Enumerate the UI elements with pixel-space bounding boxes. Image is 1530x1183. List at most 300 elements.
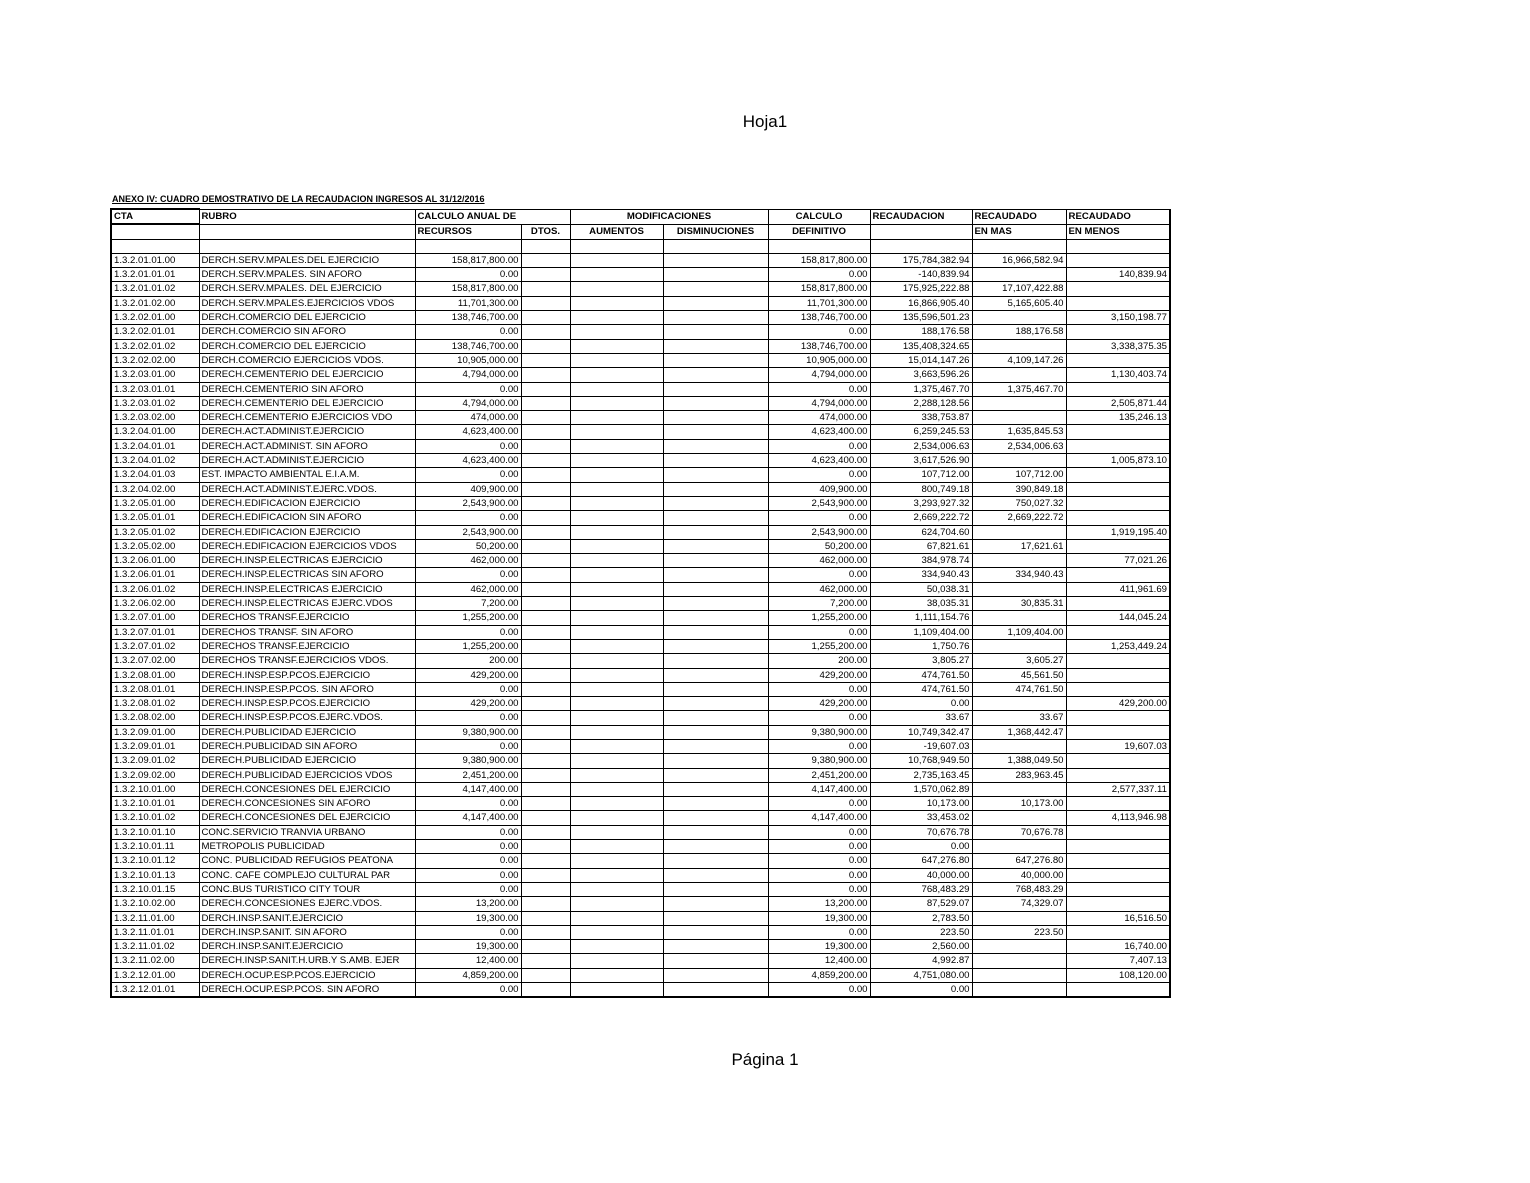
table-row (111, 868, 1170, 882)
header-row-2 (111, 224, 1170, 239)
cell-definitivo: 4,147,400.00 (768, 811, 870, 825)
cell-rubro: DERECHOS TRANSF.EJERCICIOS VDOS. (199, 654, 415, 668)
cell-dtos (521, 925, 570, 939)
cell-recaudacion: 50,038.31 (870, 582, 972, 596)
cell-dtos (521, 554, 570, 568)
cell-aumentos (570, 854, 663, 868)
cell-aumentos (570, 396, 663, 410)
cell-en-menos (1066, 597, 1170, 611)
cell-en-menos (1066, 253, 1170, 267)
cell-aumentos (570, 754, 663, 768)
cell-definitivo: 4,147,400.00 (768, 782, 870, 796)
cell-en-menos: 3,338,375.35 (1066, 339, 1170, 353)
cell-recaudacion: 223.50 (870, 925, 972, 939)
cell-en-mas (972, 983, 1066, 998)
cell-aumentos (570, 983, 663, 998)
cell-definitivo: 0.00 (768, 868, 870, 882)
cell-rubro: DERECH.INSP.ESP.PCOS.EJERCICIO (199, 697, 415, 711)
table-row (111, 925, 1170, 939)
cell-dtos (521, 897, 570, 911)
cell-disminuciones (663, 568, 768, 582)
cell-en-mas: 1,388,049.50 (972, 754, 1066, 768)
cell-aumentos (570, 439, 663, 453)
cell-cta: 1.3.2.03.01.00 (111, 368, 199, 382)
table-row (111, 825, 1170, 839)
table-row (111, 968, 1170, 982)
cell-aumentos (570, 697, 663, 711)
cell-en-mas (972, 611, 1066, 625)
cell-disminuciones (663, 911, 768, 925)
cell-en-mas (972, 697, 1066, 711)
cell-recaudacion: 10,768,949.50 (870, 754, 972, 768)
cell-en-mas: 1,109,404.00 (972, 625, 1066, 639)
cell-en-menos (1066, 625, 1170, 639)
table-row (111, 682, 1170, 696)
table-row (111, 282, 1170, 296)
cell-recursos: 9,380,900.00 (415, 725, 521, 739)
cell-en-mas: 223.50 (972, 925, 1066, 939)
cell-en-menos (1066, 296, 1170, 310)
cell-recursos: 0.00 (415, 382, 521, 396)
cell-cta: 1.3.2.05.01.02 (111, 525, 199, 539)
cell-recaudacion: 107,712.00 (870, 468, 972, 482)
table-row (111, 940, 1170, 954)
table-row (111, 711, 1170, 725)
table-row (111, 811, 1170, 825)
cell-definitivo: 4,794,000.00 (768, 396, 870, 410)
cell-recursos: 0.00 (415, 511, 521, 525)
cell-definitivo: 0.00 (768, 983, 870, 998)
cell-cta: 1.3.2.04.01.02 (111, 454, 199, 468)
cell-aumentos (570, 554, 663, 568)
cell-definitivo: 0.00 (768, 682, 870, 696)
cell-dtos (521, 539, 570, 553)
cell-rubro: DERECH.EDIFICACION SIN AFORO (199, 511, 415, 525)
cell-aumentos (570, 954, 663, 968)
cell-aumentos (570, 425, 663, 439)
cell-dtos (521, 954, 570, 968)
cell-cta: 1.3.2.11.01.01 (111, 925, 199, 939)
cell-rubro: DERECH.CONCESIONES EJERC.VDOS. (199, 897, 415, 911)
cell-aumentos (570, 782, 663, 796)
cell-dtos (521, 940, 570, 954)
cell-en-mas: 4,109,147.26 (972, 353, 1066, 367)
cell-dtos (521, 482, 570, 496)
cell-en-mas: 283,963.45 (972, 768, 1066, 782)
cell-en-menos: 429,200.00 (1066, 697, 1170, 711)
cell-recaudacion: 10,173.00 (870, 797, 972, 811)
cell-disminuciones (663, 925, 768, 939)
cell-en-menos (1066, 882, 1170, 896)
cell-en-mas: 40,000.00 (972, 868, 1066, 882)
cell-recursos: 4,794,000.00 (415, 396, 521, 410)
cell-recursos: 19,300.00 (415, 911, 521, 925)
cell-aumentos (570, 825, 663, 839)
cell-disminuciones (663, 396, 768, 410)
cell-en-menos (1066, 825, 1170, 839)
cell-en-menos: 411,961.69 (1066, 582, 1170, 596)
cell-en-mas (972, 968, 1066, 982)
cell-recaudacion: 70,676.78 (870, 825, 972, 839)
cell-en-mas: 647,276.80 (972, 854, 1066, 868)
header-recaudado-mas: RECAUDADO (972, 209, 1066, 224)
cell-disminuciones (663, 811, 768, 825)
cell-dtos (521, 825, 570, 839)
cell-en-mas: 390,849.18 (972, 482, 1066, 496)
cell-disminuciones (663, 739, 768, 753)
cell-en-menos (1066, 668, 1170, 682)
table-row (111, 782, 1170, 796)
header2-disminuciones: DISMINUCIONES (663, 224, 768, 239)
cell-rubro: CONC. PUBLICIDAD REFUGIOS PEATONA (199, 854, 415, 868)
cell-recursos: 0.00 (415, 325, 521, 339)
cell-disminuciones (663, 597, 768, 611)
cell-en-menos (1066, 840, 1170, 854)
cell-en-mas: 16,966,582.94 (972, 253, 1066, 267)
cell-recaudacion: 87,529.07 (870, 897, 972, 911)
cell-definitivo: 9,380,900.00 (768, 754, 870, 768)
cell-rubro: CONC. CAFE COMPLEJO CULTURAL PAR (199, 868, 415, 882)
cell-en-mas: 750,027.32 (972, 496, 1066, 510)
cell-recursos: 50,200.00 (415, 539, 521, 553)
table-row (111, 468, 1170, 482)
cell-definitivo: 4,623,400.00 (768, 425, 870, 439)
cell-rubro: DERECH.OCUP.ESP.PCOS. SIN AFORO (199, 983, 415, 998)
cell-recursos: 13,200.00 (415, 897, 521, 911)
cell-recaudacion: 16,866,905.40 (870, 296, 972, 310)
table-row (111, 368, 1170, 382)
cell-en-mas: 474,761.50 (972, 682, 1066, 696)
cell-rubro: DERECH.ACT.ADMINIST.EJERCICIO (199, 454, 415, 468)
cell-recaudacion: 135,408,324.65 (870, 339, 972, 353)
cell-definitivo: 0.00 (768, 382, 870, 396)
cell-cta: 1.3.2.10.01.13 (111, 868, 199, 882)
cell-aumentos (570, 268, 663, 282)
cell-cta: 1.3.2.10.01.11 (111, 840, 199, 854)
cell-cta: 1.3.2.01.02.00 (111, 296, 199, 310)
cell-disminuciones (663, 654, 768, 668)
cell-aumentos (570, 539, 663, 553)
table-row (111, 725, 1170, 739)
cell-definitivo: 4,859,200.00 (768, 968, 870, 982)
cell-rubro: DERCH.COMERCIO SIN AFORO (199, 325, 415, 339)
cell-recursos: 0.00 (415, 840, 521, 854)
cell-en-menos: 1,005,873.10 (1066, 454, 1170, 468)
cell-disminuciones (663, 825, 768, 839)
cell-definitivo: 429,200.00 (768, 697, 870, 711)
cell-rubro: DERECH.PUBLICIDAD SIN AFORO (199, 739, 415, 753)
cell-dtos (521, 882, 570, 896)
cell-dtos (521, 325, 570, 339)
cell-recaudacion: 135,596,501.23 (870, 311, 972, 325)
cell-dtos (521, 639, 570, 653)
cell-recaudacion: 67,821.61 (870, 539, 972, 553)
cell-dtos (521, 582, 570, 596)
cell-recaudacion: 474,761.50 (870, 682, 972, 696)
header-calculo: CALCULO (768, 209, 870, 224)
table-row (111, 411, 1170, 425)
cell-rubro: DERCH.SERV.MPALES.EJERCICIOS VDOS (199, 296, 415, 310)
cell-disminuciones (663, 525, 768, 539)
cell-definitivo: 0.00 (768, 854, 870, 868)
header2-rubro (199, 224, 415, 239)
cell-recursos: 1,255,200.00 (415, 639, 521, 653)
cell-en-menos (1066, 439, 1170, 453)
cell-aumentos (570, 797, 663, 811)
cell-cta: 1.3.2.10.01.01 (111, 797, 199, 811)
cell-disminuciones (663, 882, 768, 896)
cell-recursos: 158,817,800.00 (415, 282, 521, 296)
cell-en-mas (972, 554, 1066, 568)
cell-rubro: DERECH.INSP.ELECTRICAS EJERC.VDOS (199, 597, 415, 611)
cell-rubro: DERECH.ACT.ADMINIST.EJERC.VDOS. (199, 482, 415, 496)
cell-dtos (521, 253, 570, 267)
blank-row (111, 239, 1170, 253)
cell-aumentos (570, 597, 663, 611)
cell-dtos (521, 968, 570, 982)
cell-cta: 1.3.2.10.01.10 (111, 825, 199, 839)
cell-recursos: 0.00 (415, 625, 521, 639)
cell-cta: 1.3.2.02.01.00 (111, 311, 199, 325)
cell-cta: 1.3.2.09.02.00 (111, 768, 199, 782)
cell-dtos (521, 339, 570, 353)
revenue-table (110, 208, 1171, 998)
cell-recursos: 10,905,000.00 (415, 353, 521, 367)
cell-en-menos (1066, 496, 1170, 510)
cell-dtos (521, 468, 570, 482)
cell-definitivo: 0.00 (768, 882, 870, 896)
table-row (111, 882, 1170, 896)
cell-rubro: EST. IMPACTO AMBIENTAL E.I.A.M. (199, 468, 415, 482)
cell-en-menos: 4,113,946.98 (1066, 811, 1170, 825)
cell-en-mas: 70,676.78 (972, 825, 1066, 839)
table-row (111, 625, 1170, 639)
table-row (111, 425, 1170, 439)
cell-rubro: DERECH.INSP.ESP.PCOS. SIN AFORO (199, 682, 415, 696)
cell-rubro: DERECH.INSP.ELECTRICAS EJERCICIO (199, 582, 415, 596)
cell-recaudacion: 768,483.29 (870, 882, 972, 896)
cell-definitivo: 200.00 (768, 654, 870, 668)
cell-aumentos (570, 625, 663, 639)
cell-recaudacion: 0.00 (870, 697, 972, 711)
cell-rubro: DERCH.SERV.MPALES. SIN AFORO (199, 268, 415, 282)
header2-en-mas: EN MAS (972, 224, 1066, 239)
cell-recaudacion: 4,992.87 (870, 954, 972, 968)
table-row (111, 797, 1170, 811)
cell-cta: 1.3.2.09.01.00 (111, 725, 199, 739)
cell-en-menos (1066, 382, 1170, 396)
cell-en-mas: 3,605.27 (972, 654, 1066, 668)
cell-disminuciones (663, 368, 768, 382)
cell-aumentos (570, 897, 663, 911)
cell-rubro: CONC.SERVICIO TRANVIA URBANO (199, 825, 415, 839)
cell-en-menos (1066, 511, 1170, 525)
cell-en-mas: 1,635,845.53 (972, 425, 1066, 439)
table-row (111, 325, 1170, 339)
cell-recursos: 0.00 (415, 983, 521, 998)
cell-rubro: DERECH.INSP.ESP.PCOS.EJERC.VDOS. (199, 711, 415, 725)
cell-en-mas (972, 454, 1066, 468)
cell-rubro: DERECH.PUBLICIDAD EJERCICIO (199, 725, 415, 739)
cell-en-mas (972, 782, 1066, 796)
cell-en-mas (972, 311, 1066, 325)
table-row (111, 454, 1170, 468)
cell-rubro: DERECH.PUBLICIDAD EJERCICIOS VDOS (199, 768, 415, 782)
cell-definitivo: 11,701,300.00 (768, 296, 870, 310)
cell-cta: 1.3.2.05.01.00 (111, 496, 199, 510)
cell-recaudacion: 6,259,245.53 (870, 425, 972, 439)
cell-recursos: 0.00 (415, 854, 521, 868)
header2-recursos: RECURSOS (415, 224, 521, 239)
cell-en-menos: 1,919,195.40 (1066, 525, 1170, 539)
cell-dtos (521, 782, 570, 796)
cell-en-mas: 10,173.00 (972, 797, 1066, 811)
cell-en-menos: 77,021.26 (1066, 554, 1170, 568)
cell-disminuciones (663, 296, 768, 310)
cell-recursos: 0.00 (415, 868, 521, 882)
cell-cta: 1.3.2.01.01.00 (111, 253, 199, 267)
cell-definitivo: 158,817,800.00 (768, 253, 870, 267)
cell-recaudacion: 474,761.50 (870, 668, 972, 682)
table-row (111, 611, 1170, 625)
cell-recaudacion: 4,751,080.00 (870, 968, 972, 982)
cell-dtos (521, 725, 570, 739)
cell-recursos: 462,000.00 (415, 554, 521, 568)
cell-aumentos (570, 353, 663, 367)
cell-aumentos (570, 940, 663, 954)
cell-recaudacion: 1,375,467.70 (870, 382, 972, 396)
cell-en-mas: 2,534,006.63 (972, 439, 1066, 453)
cell-en-mas: 17,621.61 (972, 539, 1066, 553)
cell-en-menos: 19,607.03 (1066, 739, 1170, 753)
cell-aumentos (570, 368, 663, 382)
cell-en-mas: 45,561.50 (972, 668, 1066, 682)
cell-recursos: 138,746,700.00 (415, 339, 521, 353)
cell-aumentos (570, 568, 663, 582)
cell-recaudacion: 1,570,062.89 (870, 782, 972, 796)
cell-disminuciones (663, 282, 768, 296)
cell-aumentos (570, 768, 663, 782)
cell-rubro: DERCH.INSP.SANIT.EJERCICIO (199, 911, 415, 925)
cell-en-mas (972, 411, 1066, 425)
cell-dtos (521, 525, 570, 539)
cell-dtos (521, 840, 570, 854)
cell-dtos (521, 268, 570, 282)
cell-recaudacion: 33.67 (870, 711, 972, 725)
cell-definitivo: 462,000.00 (768, 582, 870, 596)
cell-disminuciones (663, 954, 768, 968)
table-row (111, 339, 1170, 353)
table-row (111, 382, 1170, 396)
cell-disminuciones (663, 411, 768, 425)
cell-dtos (521, 697, 570, 711)
cell-recaudacion: 384,978.74 (870, 554, 972, 568)
cell-en-mas (972, 396, 1066, 410)
cell-aumentos (570, 668, 663, 682)
cell-definitivo: 0.00 (768, 625, 870, 639)
table-row (111, 554, 1170, 568)
cell-rubro: DERCH.COMERCIO DEL EJERCICIO (199, 339, 415, 353)
cell-disminuciones (663, 768, 768, 782)
cell-en-menos: 16,516.50 (1066, 911, 1170, 925)
cell-disminuciones (663, 554, 768, 568)
cell-dtos (521, 597, 570, 611)
cell-aumentos (570, 525, 663, 539)
table-row (111, 639, 1170, 653)
cell-recaudacion: 15,014,147.26 (870, 353, 972, 367)
table-row (111, 539, 1170, 553)
cell-en-menos (1066, 754, 1170, 768)
cell-rubro: DERCH.SERV.MPALES.DEL EJERCICIO (199, 253, 415, 267)
cell-aumentos (570, 682, 663, 696)
cell-rubro: METROPOLIS PUBLICIDAD (199, 840, 415, 854)
cell-recaudacion: 38,035.31 (870, 597, 972, 611)
cell-disminuciones (663, 439, 768, 453)
cell-rubro: DERCH.COMERCIO DEL EJERCICIO (199, 311, 415, 325)
cell-en-mas (972, 639, 1066, 653)
table-row (111, 568, 1170, 582)
cell-disminuciones (663, 425, 768, 439)
cell-en-mas (972, 840, 1066, 854)
cell-rubro: DERECH.CEMENTERIO DEL EJERCICIO (199, 396, 415, 410)
cell-en-mas (972, 582, 1066, 596)
cell-recaudacion: 338,753.87 (870, 411, 972, 425)
cell-en-mas: 188,176.58 (972, 325, 1066, 339)
cell-aumentos (570, 311, 663, 325)
cell-recursos: 2,451,200.00 (415, 768, 521, 782)
cell-en-menos (1066, 325, 1170, 339)
cell-recaudacion: 1,109,404.00 (870, 625, 972, 639)
cell-recaudacion: 33,453.02 (870, 811, 972, 825)
cell-rubro: DERECH.OCUP.ESP.PCOS.EJERCICIO (199, 968, 415, 982)
cell-en-mas: 5,165,605.40 (972, 296, 1066, 310)
cell-recursos: 0.00 (415, 568, 521, 582)
cell-en-menos (1066, 725, 1170, 739)
cell-recaudacion: 2,783.50 (870, 911, 972, 925)
cell-dtos (521, 768, 570, 782)
cell-recaudacion: 0.00 (870, 840, 972, 854)
table-row (111, 396, 1170, 410)
cell-definitivo: 158,817,800.00 (768, 282, 870, 296)
cell-en-menos (1066, 539, 1170, 553)
cell-aumentos (570, 454, 663, 468)
cell-aumentos (570, 482, 663, 496)
cell-rubro: DERECH.INSP.ELECTRICAS EJERCICIO (199, 554, 415, 568)
cell-cta: 1.3.2.07.01.00 (111, 611, 199, 625)
table-row (111, 654, 1170, 668)
cell-en-menos (1066, 353, 1170, 367)
cell-en-menos: 3,150,198.77 (1066, 311, 1170, 325)
cell-cta: 1.3.2.06.02.00 (111, 597, 199, 611)
cell-cta: 1.3.2.08.01.01 (111, 682, 199, 696)
cell-recursos: 0.00 (415, 468, 521, 482)
cell-rubro: DERECH.CONCESIONES SIN AFORO (199, 797, 415, 811)
cell-cta: 1.3.2.11.01.00 (111, 911, 199, 925)
cell-recursos: 4,859,200.00 (415, 968, 521, 982)
cell-aumentos (570, 411, 663, 425)
cell-en-menos (1066, 854, 1170, 868)
cell-rubro: DERCH.COMERCIO EJERCICIOS VDOS. (199, 353, 415, 367)
cell-en-menos (1066, 797, 1170, 811)
cell-dtos (521, 439, 570, 453)
cell-dtos (521, 868, 570, 882)
cell-disminuciones (663, 353, 768, 367)
header-row-1 (111, 209, 1170, 224)
cell-rubro: DERECH.INSP.ELECTRICAS SIN AFORO (199, 568, 415, 582)
cell-recaudacion: 2,735,163.45 (870, 768, 972, 782)
cell-rubro: DERECH.EDIFICACION EJERCICIO (199, 525, 415, 539)
cell-recaudacion: 2,560.00 (870, 940, 972, 954)
